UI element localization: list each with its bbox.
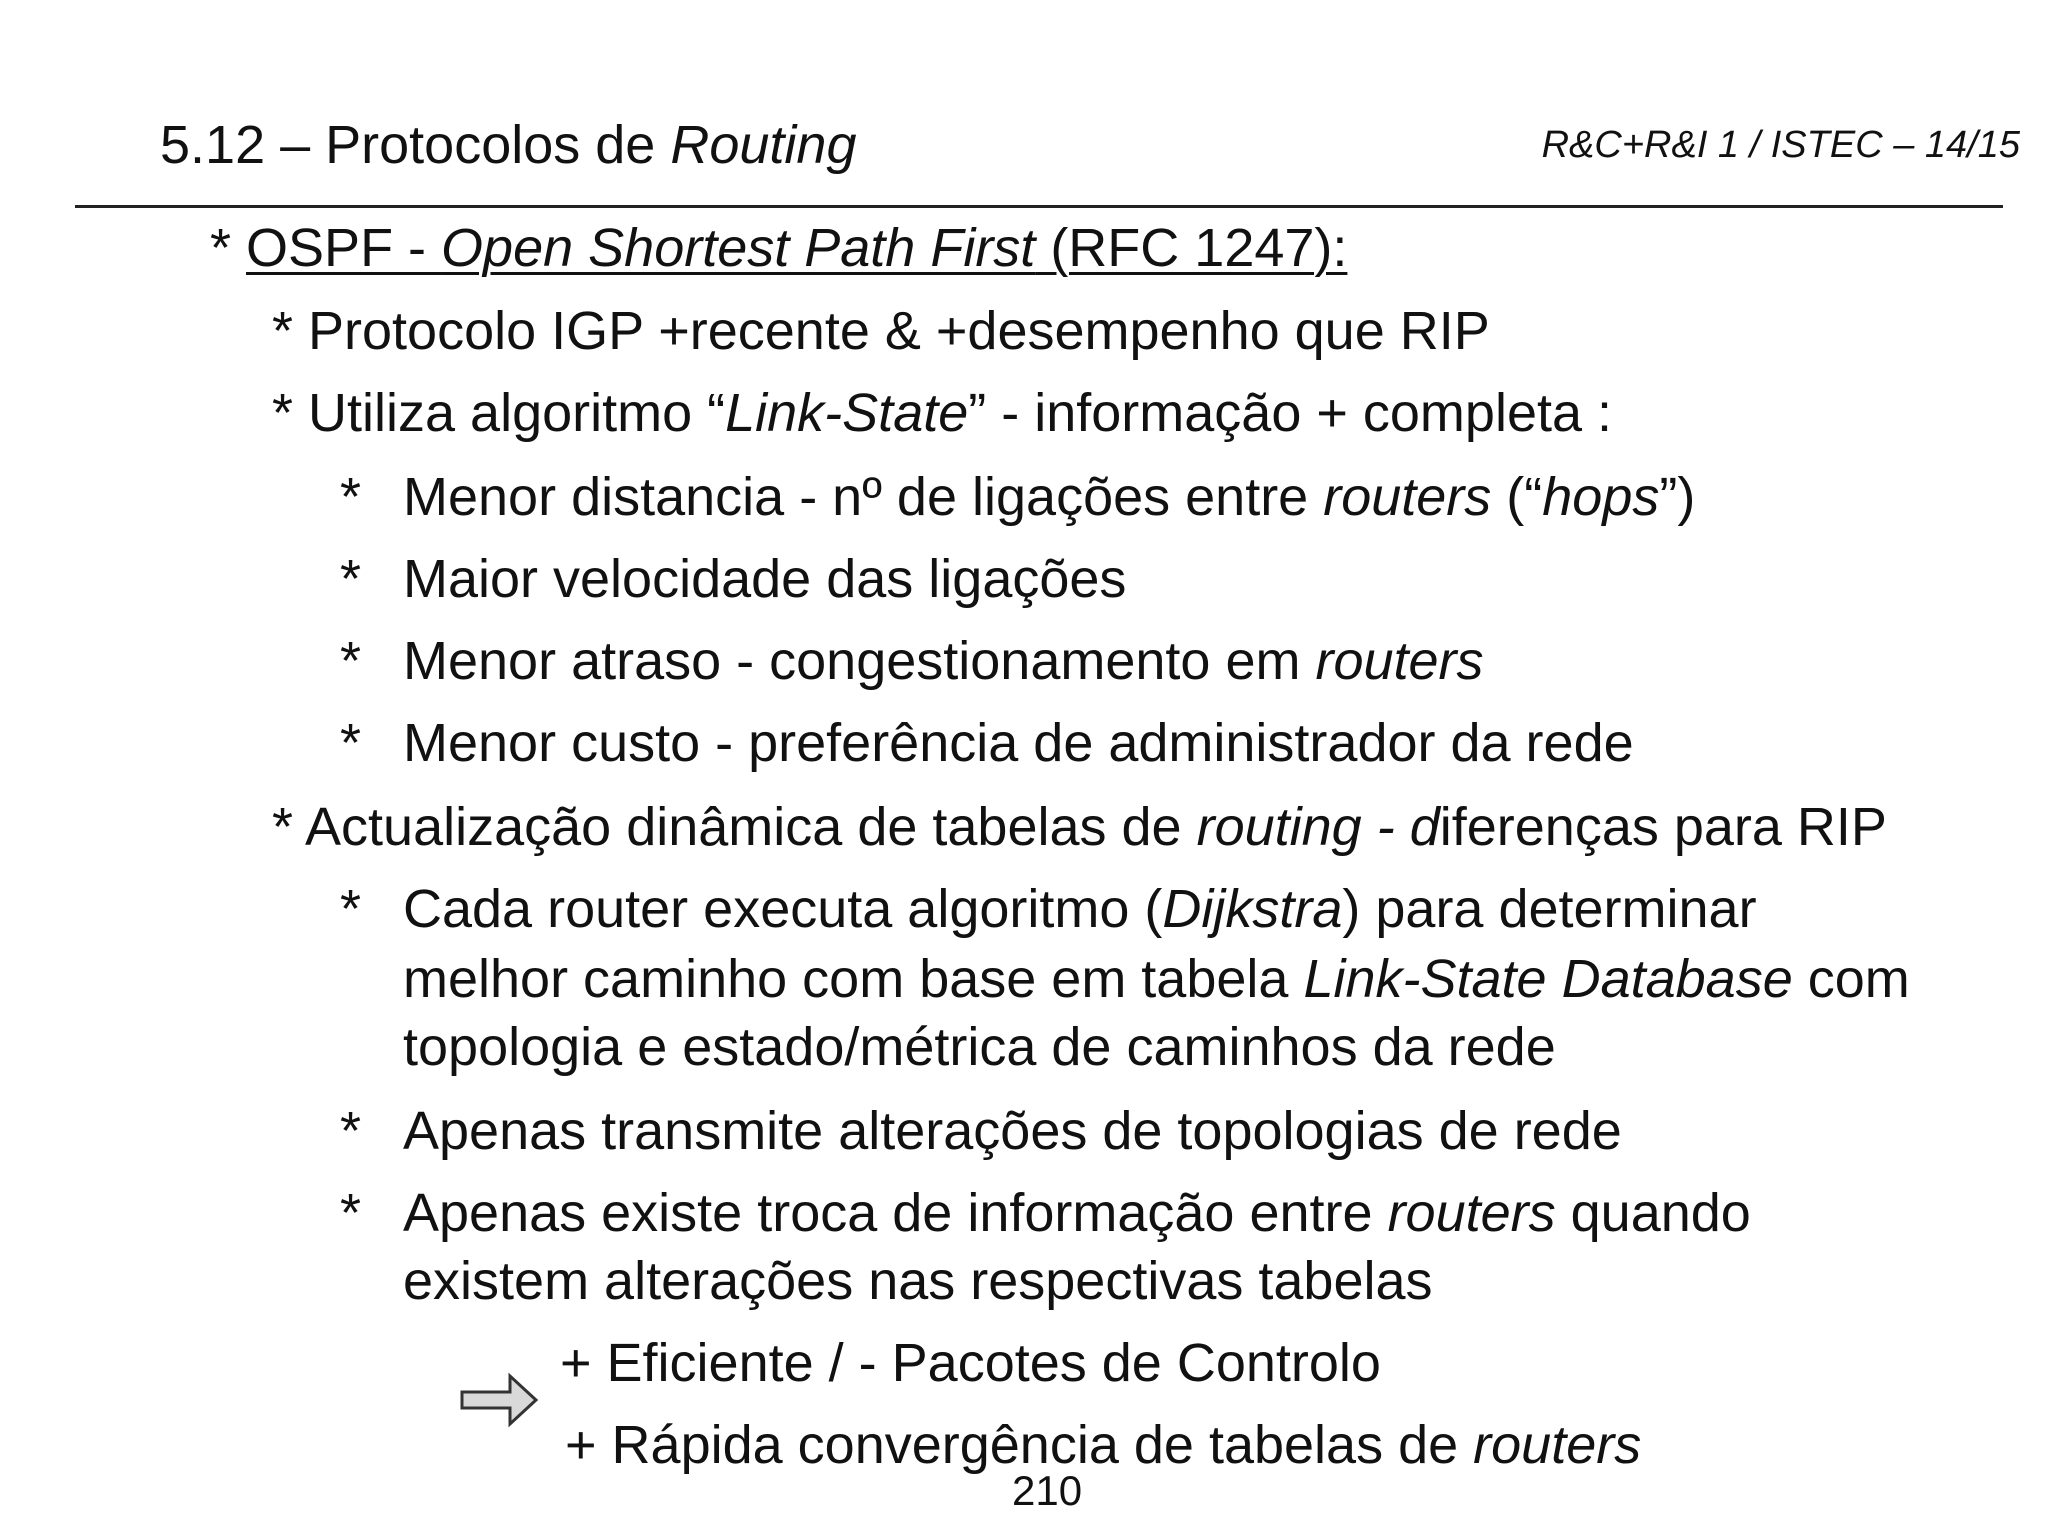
- text: quando: [1555, 1183, 1751, 1243]
- slide-title: [160, 110, 856, 180]
- exchange-line-1: [403, 1180, 1751, 1246]
- bullet-star: *: [340, 879, 362, 939]
- bullet-star: *: [340, 713, 362, 773]
- result-efficient: + Eficiente / - Pacotes de Controlo: [560, 1333, 1381, 1393]
- bullet-star: *: [340, 1183, 362, 1243]
- text: melhor caminho com base em tabela: [403, 949, 1304, 1009]
- right-arrow-icon: [460, 1370, 540, 1430]
- result-convergence: [565, 1412, 1641, 1478]
- text-italic: routers: [1323, 467, 1492, 527]
- text: * Actualização dinâmica de tabelas de: [272, 797, 1197, 857]
- dijkstra-line-1: [403, 876, 1757, 942]
- dijkstra-line-3: topologia e estado/métrica de caminhos da rede: [403, 1017, 1556, 1077]
- header-divider: [75, 205, 2003, 208]
- criterion-speed: Maior velocidade das ligações: [403, 549, 1127, 609]
- transmit-changes: Apenas transmite alterações de topologias de rede: [403, 1101, 1622, 1161]
- text: ” - informação + completa :: [968, 383, 1613, 443]
- bullet-link-state: [272, 380, 1612, 446]
- text: Menor distancia - nº de ligações entre: [403, 467, 1324, 527]
- text-italic: routers: [1315, 631, 1484, 691]
- bullet-star: *: [340, 467, 362, 527]
- heading-text: (RFC 1247):: [1035, 218, 1348, 278]
- text: com: [1792, 949, 1910, 1009]
- bullet-star: *: [340, 631, 362, 691]
- dijkstra-line-2: [403, 946, 1910, 1012]
- bullet-dynamic-update: [272, 794, 1887, 860]
- page-number: 210: [1012, 1467, 1083, 1514]
- text-italic: routing - d: [1196, 797, 1440, 857]
- ospf-heading: [210, 215, 1347, 281]
- text: * Utiliza algoritmo “: [272, 383, 726, 443]
- bullet-star: *: [340, 549, 362, 609]
- bullet: *: [210, 218, 247, 278]
- text-italic: hops: [1542, 467, 1660, 527]
- exchange-line-2: existem alterações nas respectivas tabelas: [403, 1251, 1433, 1311]
- heading-text: OSPF -: [246, 218, 442, 278]
- text-italic: Link-State Database: [1303, 949, 1793, 1009]
- text: Menor atraso - congestionamento em: [403, 631, 1316, 691]
- text-italic: Link-State: [725, 383, 969, 443]
- bullet-star: *: [340, 1101, 362, 1161]
- text: ) para determinar: [1342, 879, 1757, 939]
- text: iferenças para RIP: [1439, 797, 1887, 857]
- criterion-cost: Menor custo - preferência de administrador da rede: [403, 713, 1634, 773]
- title-text: 5.12 – Protocolos de: [160, 115, 671, 175]
- title-italic: Routing: [670, 115, 857, 175]
- bullet-igp: * Protocolo IGP +recente & +desempenho que RIP: [272, 301, 1490, 361]
- heading-italic: Open Shortest Path First: [441, 218, 1036, 278]
- text: (“: [1491, 467, 1543, 527]
- course-label: R&C+R&I 1 / ISTEC – 14/15: [1541, 124, 2020, 166]
- text-italic: Dijkstra: [1162, 879, 1343, 939]
- text: + Rápida convergência de tabelas de: [565, 1415, 1474, 1475]
- criterion-distance: [403, 464, 1695, 530]
- text: Apenas existe troca de informação entre: [403, 1183, 1388, 1243]
- text: Cada router executa algoritmo (: [403, 879, 1163, 939]
- criterion-delay: [403, 628, 1484, 694]
- text: ”): [1659, 467, 1696, 527]
- text-italic: routers: [1473, 1415, 1642, 1475]
- text-italic: routers: [1387, 1183, 1556, 1243]
